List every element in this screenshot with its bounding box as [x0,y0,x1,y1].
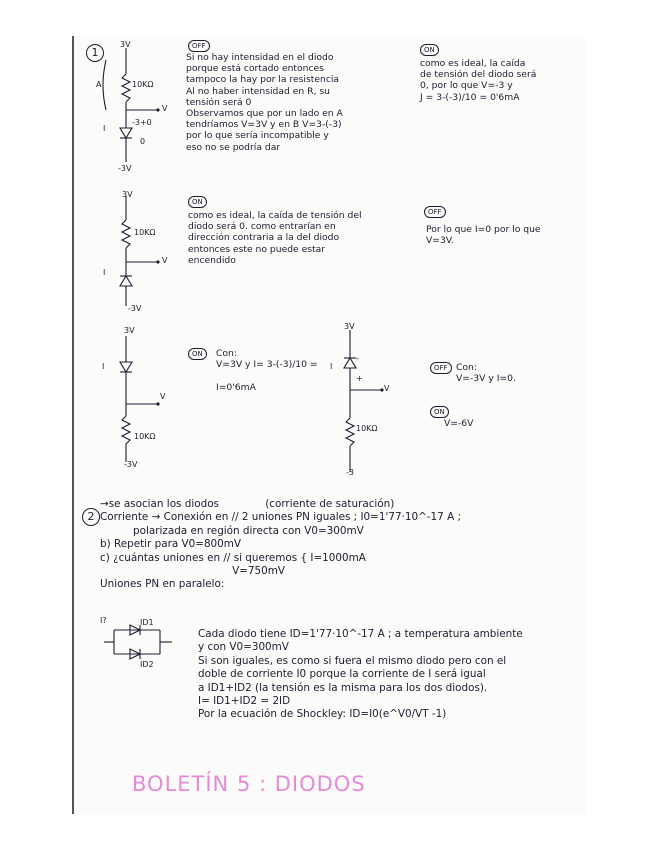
mini-id1-label: ID1 [140,618,154,627]
mini-i-label: I? [100,616,107,625]
c1-resistor-label: 10KΩ [132,80,154,89]
c2-output-v: V [162,256,168,265]
c2-top-voltage: 3V [122,190,133,199]
off-explanation-3: Con: V=-3V y I=0. [456,362,516,385]
c4-current-label: I [330,362,333,371]
c2-resistor-label: 10KΩ [134,228,156,237]
c4-top-voltage: 3V [344,322,355,331]
worksheet-footer-title: BOLETÍN 5 : DIODOS [132,772,366,796]
circuit-3-diagram [96,330,186,470]
c1-side-label: -3+0 [132,118,152,127]
c2-bottom-voltage: -3V [128,304,142,313]
circuit-4-diagram [326,322,416,482]
on-explanation-4: V=-6V [444,418,474,429]
on-badge-2: ON [188,196,207,208]
c1-zero-label: 0 [140,137,146,146]
circuit-1-diagram [96,40,186,180]
c4-minus-sign: - [356,354,359,363]
c3-resistor-label: 10KΩ [134,432,156,441]
c1-bottom-voltage: -3V [118,164,132,173]
c1-top-voltage: 3V [120,40,131,49]
on-badge-3: ON [188,348,207,360]
circuit-2-diagram [96,188,186,318]
mini-id2-label: ID2 [140,660,154,669]
on-explanation-1: como es ideal, la caída de tensión del diodo será 0, por lo que V=-3 y J = 3-(-3)/10 = 0'6mA [420,58,537,103]
off-explanation-1: Si no hay intensidad en el diodo porque está cortado entonces tampoco la hay por la resistencia Al no haber intensidad en R, su tensión será 0 Observamos que por un lado en A tendríamos V=3V y en B V=3-(-3) por lo que sería incompatible y eso no se podría dar [186,52,343,153]
on-explanation-3: Con: V=3V y I= 3-(-3)/10 = I=0'6mA [216,348,318,393]
on-explanation-2: como es ideal, la caída de tensión del diodo será 0. como entrarían en dirección contraria a la del diodo entonces este no puede estar encendido [188,210,362,266]
c4-plus-sign: + [356,374,363,383]
off-explanation-2: Por lo que I=0 por lo que V=3V. [426,224,541,247]
c4-bottom-voltage: -3 [346,468,354,477]
c3-bottom-voltage: -3V [124,460,138,469]
off-badge-1: OFF [188,40,210,52]
c1-node-a: A [96,80,102,89]
c3-top-voltage: 3V [124,326,135,335]
c4-resistor-label: 10KΩ [356,424,378,433]
on-badge-1: ON [420,44,439,56]
c2-current-label: I [103,268,106,277]
on-badge-4: ON [430,406,449,418]
c3-current-label: I [102,362,105,371]
c4-output-v: V [384,384,390,393]
c1-output-v: V [162,104,168,113]
section-1-number: 1 [86,44,104,62]
c1-current-label: I [103,124,106,133]
section-2-number: 2 [82,508,100,526]
section-2-statement: →se asocian los diodos (corriente de saturación) Corriente → Conexión en // 2 uniones PN iguales ; I0=1'77·10^-17 A ; polarizada en región directa con V0=300mV b) Repetir para V0=800mV c) ¿cuántas uniones en // si queremos { I=1000mA V=750mV Uniones PN en paralelo: [100,498,461,591]
off-badge-2: OFF [424,206,446,218]
off-badge-3: OFF [430,362,452,374]
section-2-explanation: Cada diodo tiene ID=1'77·10^-17 A ; a temperatura ambiente y con V0=300mV Si son iguales, es como si fuera el mismo diodo pero con el doble de corriente I0 porque la corriente de I será igual a ID1+ID2 (la tensión es la misma para los dos diodos). I= ID1+ID2 = 2ID Por la ecuación de Shockley: ID=I0(e^V0/VT -1) [198,628,523,721]
c3-output-v: V [160,392,166,401]
